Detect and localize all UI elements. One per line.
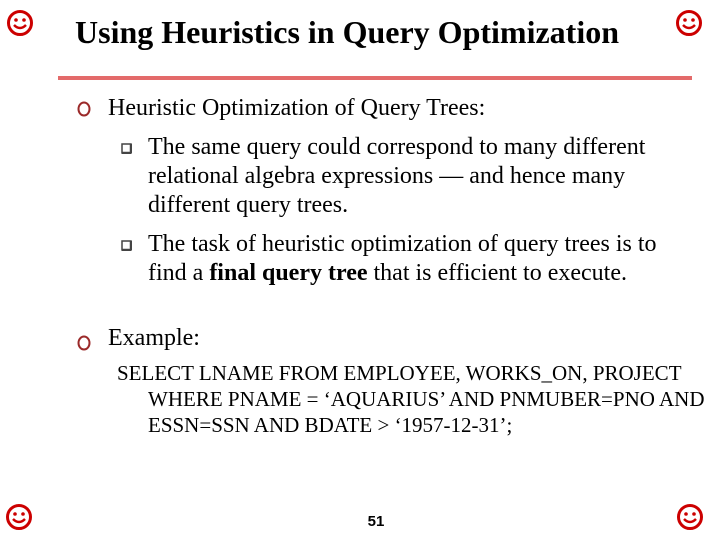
page-number: 51 — [367, 513, 385, 530]
hollow-square-bullet-icon — [121, 143, 132, 154]
hollow-square-bullet-icon — [121, 240, 132, 251]
hollow-circle-bullet-icon — [77, 101, 91, 117]
sub-bullet-task-of-heuristic — [148, 230, 693, 288]
emphasis-final-query-tree: final query tree — [209, 260, 368, 286]
sub-bullet-same-query: The same query could correspond to many different relational algebra expressions — and hence many different query trees. — [148, 134, 646, 218]
sql-example: SELECT LNAME FROM EMPLOYEE, WORKS_ON, PROJECT WHERE PNAME = ‘AQUARIUS’ AND PNMUBER=PNO AND ESSN=SSN AND BDATE > ‘1957-12-31’; — [117, 361, 705, 437]
sub-bullet-text: that is efficient to execute. — [367, 260, 627, 286]
smiley-icon — [676, 503, 704, 531]
smiley-icon — [6, 9, 34, 37]
slide-title: Using Heuristics in Query Optimization — [75, 14, 619, 50]
bullet-example: Example: — [108, 325, 200, 351]
smiley-icon — [5, 503, 33, 531]
smiley-icon — [675, 9, 703, 37]
sub-bullet-text: The task of heuristic optimization of query trees is to find a — [148, 231, 657, 286]
title-underline — [58, 76, 692, 80]
bullet-heuristic-optimization: Heuristic Optimization of Query Trees: — [108, 95, 486, 121]
hollow-circle-bullet-icon — [77, 335, 91, 351]
